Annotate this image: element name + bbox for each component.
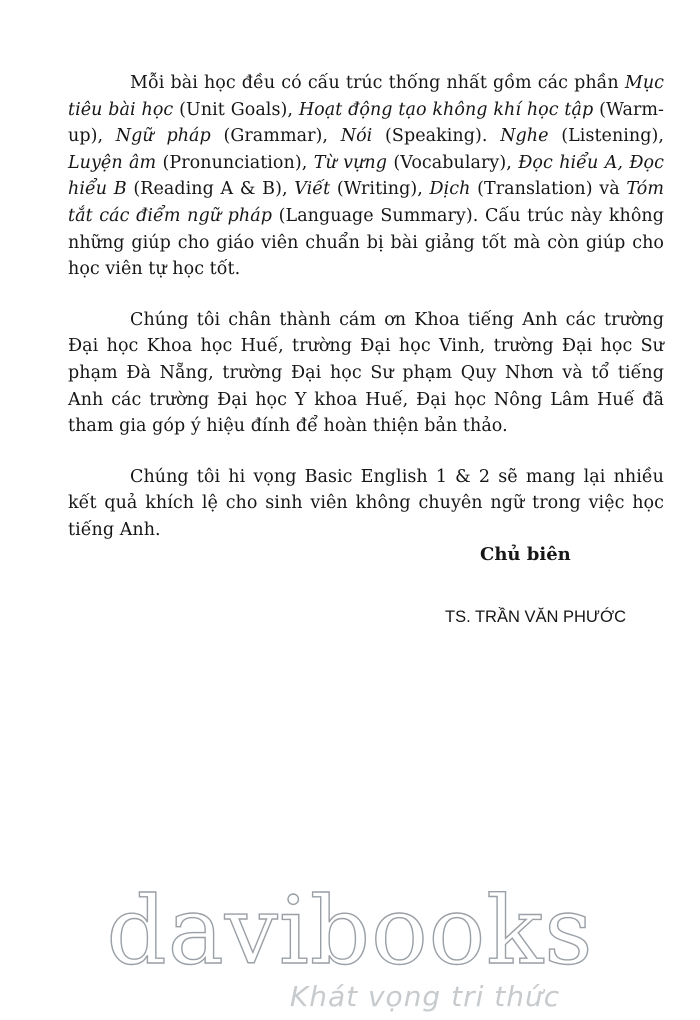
italic-term: Hoạt động tạo không khí học tập — [298, 99, 594, 120]
paragraph-lesson-structure — [68, 70, 664, 283]
signature-title: Chủ biên — [480, 544, 571, 565]
italic-term: Đọc hiểu A, Đọc hiểu B — [68, 152, 664, 200]
text-run: (Listening), — [548, 126, 664, 147]
italic-term: Viết — [294, 179, 331, 200]
paragraph-hope — [68, 464, 664, 544]
text-run: (Translation) và — [470, 179, 627, 200]
paragraph-text: Chúng tôi hi vọng Basic English 1 & 2 sẽ mang lại nhiều kết quả khích lệ cho sinh viên không chuyên ngữ trong việc học tiếng Anh. — [68, 466, 664, 540]
text-run: (Reading A & B), — [126, 179, 295, 200]
text-run: (Writing), — [330, 179, 430, 200]
text-run: Mỗi bài học đều có cấu trúc thống nhất gồm các phần — [130, 73, 619, 93]
text-run: (Vocabulary), — [387, 152, 519, 173]
watermark-slogan: Khát vọng tri thức — [289, 980, 561, 1013]
text-run: (Pronunciation), — [156, 152, 314, 173]
paragraph-acknowledgement — [68, 307, 664, 440]
signature-name: TS. TRẦN VĂN PHƯỚC — [445, 608, 627, 626]
italic-term: Nghe — [500, 126, 549, 147]
text-run: (Unit Goals), — [173, 99, 299, 120]
italic-term: Tóm tắt các điểm ngữ pháp — [68, 179, 664, 226]
watermark — [0, 877, 700, 1013]
italic-term: Mục tiêu bài học — [68, 73, 664, 120]
italic-term: Từ vựng — [313, 152, 387, 173]
text-run: (Grammar), — [210, 126, 341, 147]
text-run: (Speaking). — [372, 126, 501, 147]
italic-term: Dịch — [429, 179, 471, 200]
italic-term: Luyện âm — [68, 152, 157, 173]
watermark-brand: davibooks — [106, 877, 594, 986]
text-run: (Language Summary). Cấu trúc này không những giúp cho giáo viên chuẩn bị bài giảng tốt mà còn giúp cho học viên tự học tốt. — [68, 205, 665, 280]
italic-term: Nói — [340, 126, 373, 147]
italic-term: Ngữ pháp — [115, 126, 211, 147]
text-run: (Warm-up), — [68, 99, 664, 147]
paragraph-text: Chúng tôi chân thành cám ơn Khoa tiếng Anh các trường Đại học Khoa học Huế, trường Đại học Vinh, trường Đại học Sư phạm Đà Nẵng, trường Đại học Sư phạm Quy Nhơn và tổ tiếng Anh các trường Đại học Y khoa Huế, Đại học Nông Lâm Huế đã tham gia góp ý hiệu đính để hoàn thiện bản thảo. — [68, 309, 664, 437]
